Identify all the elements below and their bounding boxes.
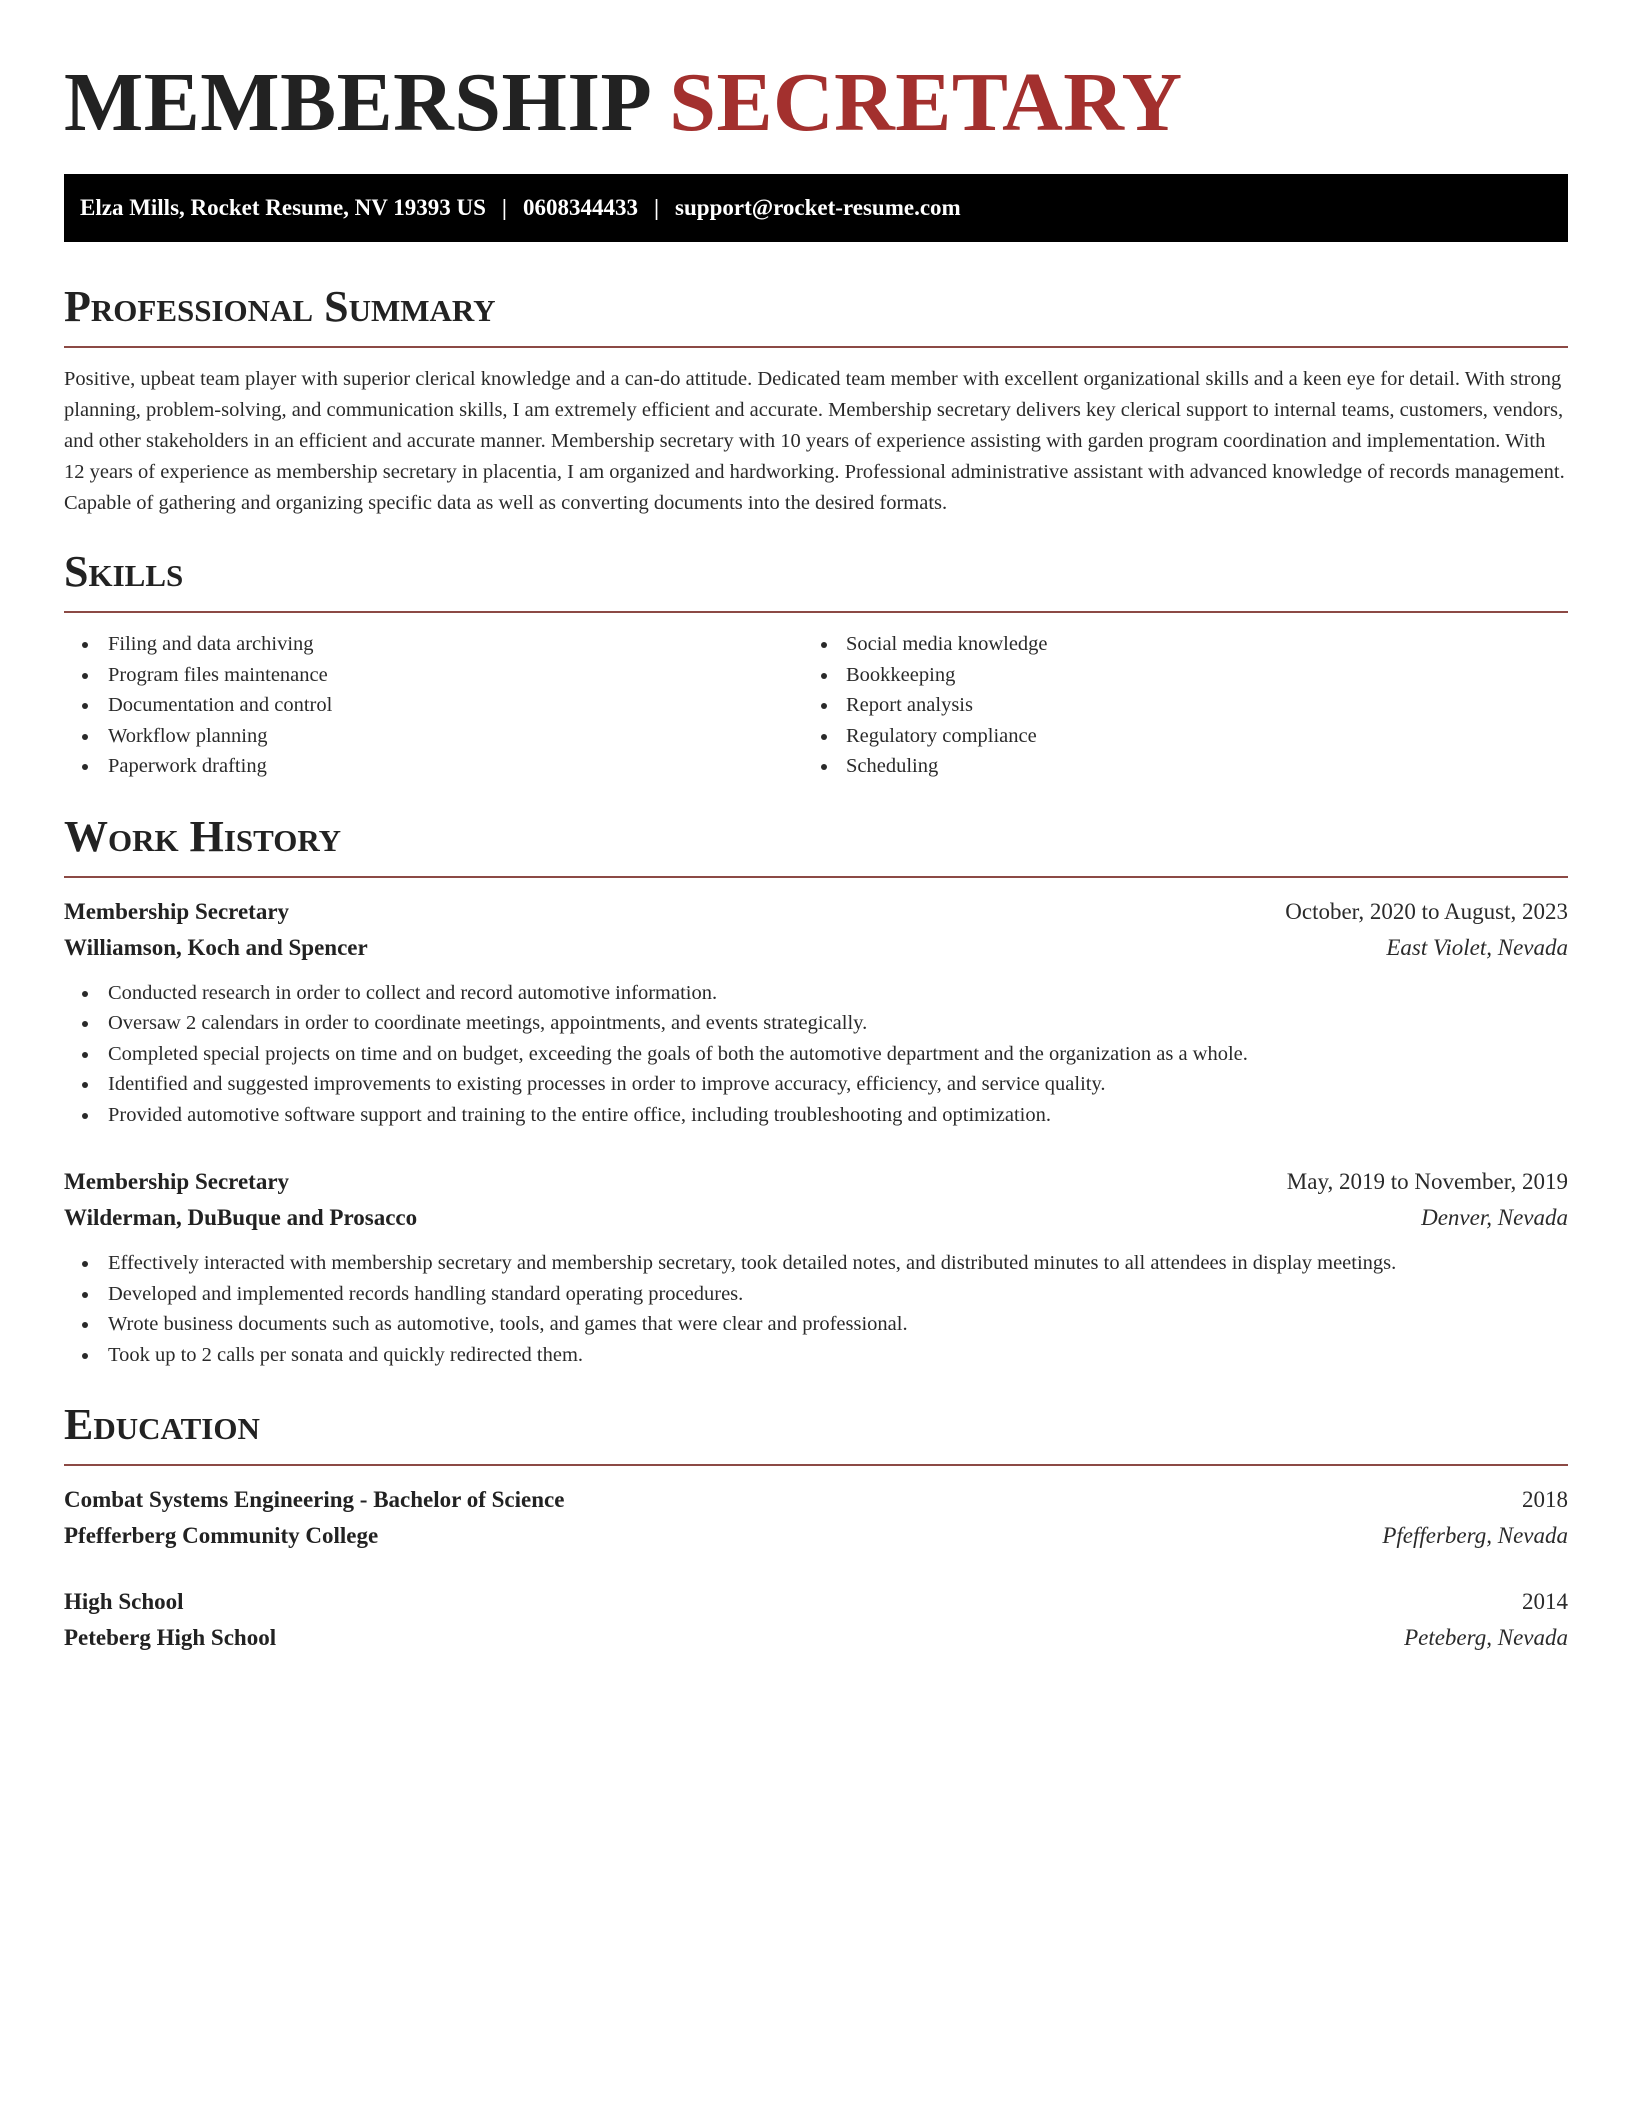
job-bullet: Effectively interacted with membership secretary and membership secretary, took detailed notes, and distributed minutes to all attendees in display meetings.	[64, 1248, 1568, 1279]
job-bullet: Wrote business documents such as automotive, tools, and games that were clear and professional.	[64, 1309, 1568, 1340]
professional-summary-section	[64, 282, 1568, 519]
section-divider	[64, 1464, 1568, 1466]
contact-bar	[64, 174, 1568, 242]
skill-item: Program files maintenance	[64, 660, 816, 691]
skill-item: Report analysis	[816, 690, 1568, 721]
education-entry	[64, 1482, 1568, 1554]
job-bullet: Took up to 2 calls per sonata and quickly redirected them.	[64, 1340, 1568, 1371]
education-school: Peteberg High School	[64, 1625, 277, 1650]
work-history-section	[64, 812, 1568, 1371]
job-title: Membership Secretary	[64, 1169, 290, 1194]
contact-separator: |	[653, 195, 660, 220]
education-year: 2018	[1522, 1487, 1568, 1512]
job-dates: October, 2020 to August, 2023	[1285, 898, 1568, 924]
skill-item: Paperwork drafting	[64, 751, 816, 782]
job-title: Membership Secretary	[64, 898, 290, 924]
job-bullet: Provided automotive software support and training to the entire office, including troubleshooting and optimization.	[64, 1100, 1568, 1131]
skill-item: Regulatory compliance	[816, 721, 1568, 752]
job-header-row	[64, 894, 1568, 930]
section-divider	[64, 346, 1568, 348]
skill-item: Scheduling	[816, 751, 1568, 782]
contact-address: Elza Mills, Rocket Resume, NV 19393 US	[80, 195, 486, 220]
section-divider	[64, 611, 1568, 613]
education-location: Peteberg, Nevada	[1404, 1625, 1568, 1650]
skills-grid	[64, 629, 1568, 782]
skills-list-left	[64, 629, 816, 782]
job-bullet: Identified and suggested improvements to existing processes in order to improve accuracy, efficiency, and service quality.	[64, 1069, 1568, 1100]
skills-column-left	[64, 629, 816, 782]
job-entry	[64, 894, 1568, 1131]
education-school: Pfefferberg Community College	[64, 1523, 379, 1548]
contact-separator: |	[501, 195, 507, 220]
title-part-1: MEMBERSHIP	[64, 56, 648, 149]
job-dates: May, 2019 to November, 2019	[1286, 1169, 1568, 1194]
section-heading-summary: Professional Summary	[64, 282, 496, 331]
job-company-row	[64, 930, 1568, 966]
education-school-row	[64, 1518, 1568, 1554]
skill-item: Filing and data archiving	[64, 629, 816, 660]
job-header-row	[64, 1164, 1568, 1200]
education-degree: High School	[64, 1589, 184, 1614]
job-bullet: Conducted research in order to collect and record automotive information.	[64, 978, 1568, 1009]
contact-email: support@rocket-resume.com	[675, 195, 961, 220]
section-heading-work: Work History	[64, 811, 342, 861]
education-degree-row	[64, 1584, 1568, 1620]
education-location: Pfefferberg, Nevada	[1382, 1523, 1568, 1548]
education-school-row	[64, 1620, 1568, 1656]
section-heading-education: Education	[64, 1400, 260, 1449]
skill-item: Workflow planning	[64, 721, 816, 752]
education-year: 2014	[1522, 1589, 1568, 1614]
job-entry	[64, 1164, 1568, 1370]
job-bullet: Developed and implemented records handling standard operating procedures.	[64, 1279, 1568, 1310]
job-company: Wilderman, DuBuque and Prosacco	[64, 1205, 418, 1230]
summary-text: Positive, upbeat team player with superior clerical knowledge and a can-do attitude. Dedicated team member with excellent organizational skills and a keen eye for detail. With strong planning, problem-solving, and communication skills, I am extremely efficient and accurate. Membership secretary delivers key clerical support to internal teams, customers, vendors, and other stakeholders in an efficient and accurate manner. Membership secretary with 10 years of experience assisting with garden program coordination and implementation. With 12 years of experience as membership secretary in placentia, I am organized and hardworking. Professional administrative assistant with advanced knowledge of records management. Capable of gathering and organizing specific data as well as converting documents into the desired formats.	[64, 368, 1565, 514]
education-degree-row	[64, 1482, 1568, 1518]
section-divider	[64, 876, 1568, 878]
job-bullets	[64, 978, 1568, 1131]
job-bullet: Completed special projects on time and on budget, exceeding the goals of both the automotive department and the organization as a whole.	[64, 1039, 1568, 1070]
job-bullets	[64, 1248, 1568, 1370]
skills-section	[64, 547, 1568, 782]
job-company-row	[64, 1200, 1568, 1236]
job-company: Williamson, Koch and Spencer	[64, 934, 368, 960]
skills-list-right	[816, 629, 1568, 782]
skill-item: Bookkeeping	[816, 660, 1568, 691]
job-location: Denver, Nevada	[1421, 1205, 1568, 1230]
skill-item: Social media knowledge	[816, 629, 1568, 660]
skills-column-right	[816, 629, 1568, 782]
contact-phone: 0608344433	[522, 195, 638, 220]
job-bullet: Oversaw 2 calendars in order to coordinate meetings, appointments, and events strategically.	[64, 1008, 1568, 1039]
job-location: East Violet, Nevada	[1386, 934, 1568, 960]
resume-title	[64, 54, 1568, 152]
education-section	[64, 1400, 1568, 1656]
skill-item: Documentation and control	[64, 690, 816, 721]
section-heading-skills: Skills	[64, 547, 184, 596]
education-entry	[64, 1584, 1568, 1656]
education-degree: Combat Systems Engineering - Bachelor of Science	[64, 1487, 565, 1512]
title-part-2: SECRETARY	[669, 56, 1183, 149]
